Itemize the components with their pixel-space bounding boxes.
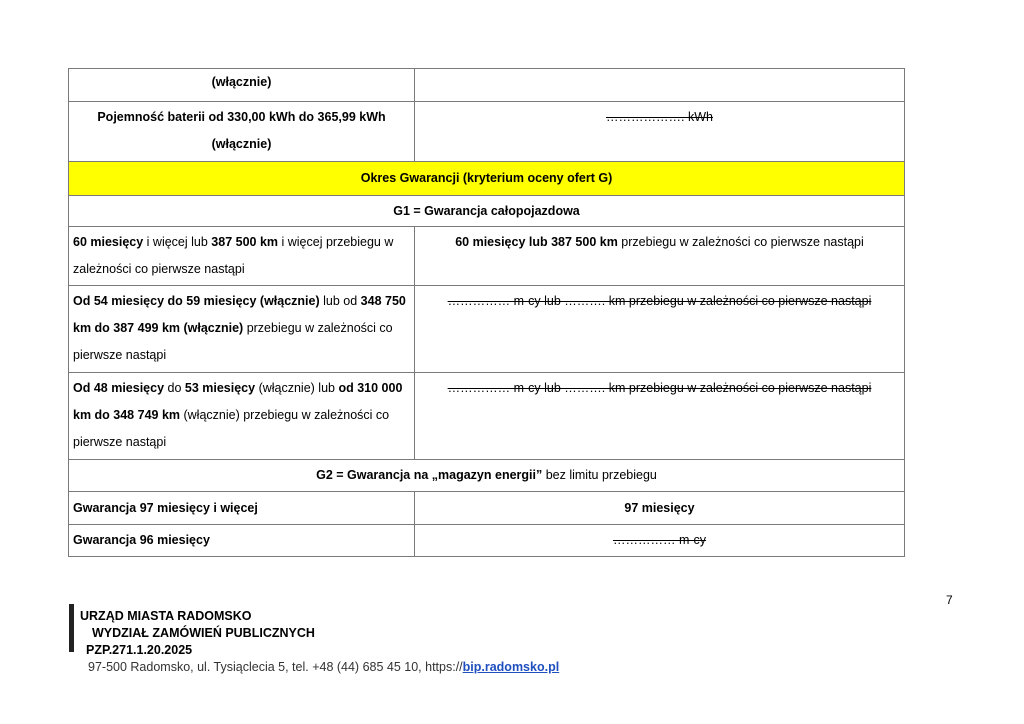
criteria-table <box>68 68 905 557</box>
g1-option-60 <box>69 227 415 286</box>
table-row <box>69 525 905 557</box>
battery-capacity-inclusive: (włącznie) <box>211 137 272 151</box>
footer-accent-bar <box>69 604 74 652</box>
bold-text: 348 750 km do 387 499 km (włącznie) <box>73 294 406 335</box>
text: (włącznie) lub <box>255 381 339 395</box>
cell-right <box>415 69 905 102</box>
g2-option-96-value <box>415 525 905 557</box>
g1-option-48-53 <box>69 373 415 460</box>
table-row <box>69 286 905 373</box>
bold-text: Od 54 miesięcy do 59 miesięcy (włącznie) <box>73 294 320 308</box>
footer-address <box>80 659 559 676</box>
g2-header <box>69 460 905 492</box>
warranty-section-header: Okres Gwarancji (kryterium oceny ofert G) <box>69 162 905 196</box>
table-row <box>69 69 905 102</box>
text: i więcej przebiegu w zależności co pierwsze nastąpi <box>73 235 394 276</box>
bold-text: 387 500 km <box>211 235 279 249</box>
bold-text: 60 miesięcy <box>73 235 144 249</box>
text: bez limitu przebiegu <box>542 468 657 482</box>
bold-text: 60 miesięcy lub 387 500 km <box>455 235 618 249</box>
g2-option-96: Gwarancja 96 miesięcy <box>69 525 415 557</box>
struck-text: …………… m-cy lub ………. km przebiegu w zależności co pierwsze nastąpi <box>447 294 872 308</box>
table-row <box>69 102 905 162</box>
table-row <box>69 492 905 525</box>
footer-address-text: 97-500 Radomsko, ul. Tysiąclecia 5, tel. +48 (44) 685 45 10, https:// <box>88 660 463 674</box>
struck-text: …………… m-cy <box>612 533 707 547</box>
g1-option-54-59 <box>69 286 415 373</box>
text: do <box>164 381 185 395</box>
footer-department: WYDZIAŁ ZAMÓWIEŃ PUBLICZNYCH <box>92 626 315 640</box>
bold-text: od 310 000 km do 348 749 km <box>73 381 403 422</box>
battery-capacity-label: Pojemność baterii od 330,00 kWh do 365,99 kWh <box>97 110 386 124</box>
g1-header: G1 = Gwarancja całopojazdowa <box>69 196 905 227</box>
page-number: 7 <box>946 593 953 607</box>
table-row <box>69 460 905 492</box>
table-row <box>69 196 905 227</box>
struck-text: ………………. kWh <box>606 110 713 124</box>
table-row <box>69 227 905 286</box>
text: lub od <box>319 294 361 308</box>
g1-option-48-53-value <box>415 373 905 460</box>
text: i więcej lub <box>143 235 212 249</box>
footer-office-name: URZĄD MIASTA RADOMSKO <box>80 609 252 623</box>
table-row <box>69 373 905 460</box>
g2-option-97-value: 97 miesięcy <box>415 492 905 525</box>
footer-link[interactable]: bip.radomsko.pl <box>462 660 560 674</box>
g1-option-54-59-value <box>415 286 905 373</box>
footer <box>80 608 559 676</box>
battery-capacity-cell <box>69 102 415 162</box>
bold-text: G2 = Gwarancja na „magazyn energii” <box>316 468 543 482</box>
text: przebiegu w zależności co pierwsze nastąpi <box>73 321 393 362</box>
battery-capacity-value <box>415 102 905 162</box>
bold-text: 53 miesięcy <box>184 381 256 395</box>
footer-reference: PZP.271.1.20.2025 <box>86 643 193 657</box>
cell-left: (włącznie) <box>69 69 415 102</box>
g2-option-97: Gwarancja 97 miesięcy i więcej <box>69 492 415 525</box>
text: przebiegu w zależności co pierwsze nastąpi <box>617 235 864 249</box>
g1-option-60-value <box>415 227 905 286</box>
struck-text: …………… m-cy lub ………. km przebiegu w zależności co pierwsze nastąpi <box>447 381 872 395</box>
bold-text: Od 48 miesięcy <box>73 381 165 395</box>
table-row <box>69 162 905 196</box>
text: (włącznie) przebiegu w zależności co pierwsze nastąpi <box>73 408 390 449</box>
